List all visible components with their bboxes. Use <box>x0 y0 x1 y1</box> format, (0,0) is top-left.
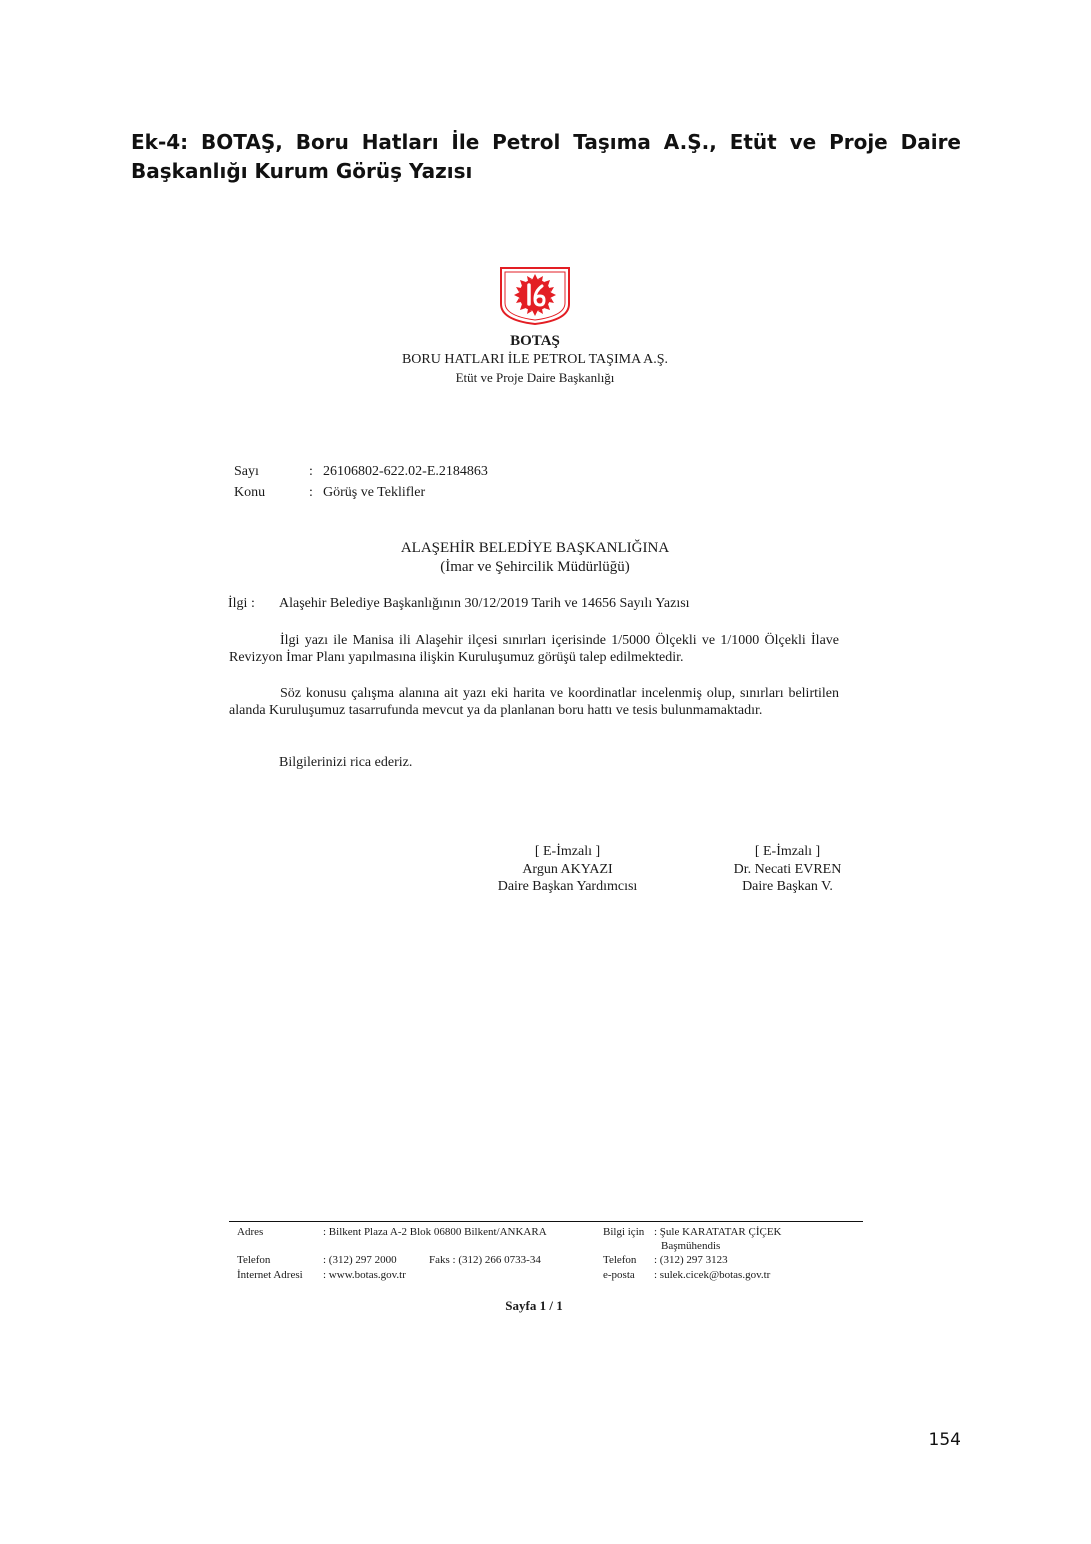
department-name: Etüt ve Proje Daire Başkanlığı <box>455 370 615 385</box>
footer-telefon-value: : (312) 297 2000 <box>323 1254 397 1266</box>
document-heading: Ek-4: BOTAŞ, Boru Hatları İle Petrol Taşıma A.Ş., Etüt ve Proje Daire Başkanlığı Kurum Görüş Yazısı <box>131 130 961 183</box>
recipient-name: ALAŞEHİR BELEDİYE BAŞKANLIĞINA <box>400 540 670 556</box>
footer-eposta-label: e-posta <box>603 1269 635 1281</box>
body-paragraph-1: İlgi yazı ile Manisa ili Alaşehir ilçesi sınırları içerisinde 1/5000 Ölçekli ve 1/1000 Ölçekli İlave Revizyon İmar Planı yapılmasına ilişkin Kuruluşumuz görüşü talep edilmektedir. <box>229 633 839 665</box>
ilgi-label: İlgi : <box>228 596 255 611</box>
signature-block-2 <box>700 843 875 896</box>
signatory-title: Daire Başkan V. <box>742 879 833 894</box>
footer-email-link[interactable]: : sulek.cicek@botas.gov.tr <box>654 1269 771 1281</box>
footer-bilgi-label: Bilgi için <box>603 1226 645 1238</box>
footer-contact-tel-label: Telefon <box>603 1254 637 1266</box>
page-label: Sayfa 1 / 1 <box>505 1298 563 1313</box>
footer-contact-tel-value: : (312) 297 3123 <box>654 1254 728 1266</box>
signature-block-1 <box>470 843 665 896</box>
footer-telefon-label: Telefon <box>237 1254 271 1266</box>
footer-adres-value: : Bilkent Plaza A-2 Blok 06800 Bilkent/ANKARA <box>323 1226 547 1238</box>
footer-bilgi-value: : Şule KARATATAR ÇİÇEK <box>654 1226 782 1238</box>
recipient-department: (İmar ve Şehircilik Müdürlüğü) <box>440 559 630 575</box>
footer-adres-label: Adres <box>237 1226 264 1238</box>
botas-logo-icon <box>497 264 573 326</box>
konu-colon: : <box>309 485 313 500</box>
footer-faks: Faks : (312) 266 0733-34 <box>429 1254 541 1266</box>
ilgi-text: Alaşehir Belediye Başkanlığının 30/12/2019 Tarih ve 14656 Sayılı Yazısı <box>279 596 690 611</box>
signatory-title: Daire Başkan Yardımcısı <box>497 879 638 894</box>
org-name: BOTAŞ <box>510 333 560 349</box>
page-number: 154 <box>928 1430 961 1450</box>
signatory-name: Argun AKYAZI <box>522 861 613 877</box>
sayi-label: Sayı <box>234 464 259 479</box>
footer-website-link[interactable]: : www.botas.gov.tr <box>323 1269 406 1281</box>
signature-status: [ E-İmzalı ] <box>754 844 821 859</box>
footer-internet-label: İnternet Adresi <box>237 1269 303 1281</box>
body-paragraph-2: Söz konusu çalışma alanına ait yazı eki harita ve koordinatlar incelenmiş olup, sınırları belirtilen alanda Kuruluşumuz tasarrufunda mevcut ya da planlanan boru hattı ve tesis bulunmamaktadır. <box>229 686 839 718</box>
signature-status: [ E-İmzalı ] <box>534 844 601 859</box>
sayi-colon: : <box>309 464 313 479</box>
closing-line: Bilgilerinizi rica ederiz. <box>279 755 413 770</box>
konu-value: Görüş ve Teklifler <box>323 485 426 500</box>
org-full-name: BORU HATLARI İLE PETROL TAŞIMA A.Ş. <box>401 352 669 367</box>
konu-label: Konu <box>234 485 266 500</box>
footer-divider <box>229 1221 863 1222</box>
signatory-name: Dr. Necati EVREN <box>733 861 842 877</box>
sayi-value: 26106802-622.02-E.2184863 <box>323 464 488 479</box>
footer-bilgi-title: Başmühendis <box>661 1240 721 1252</box>
